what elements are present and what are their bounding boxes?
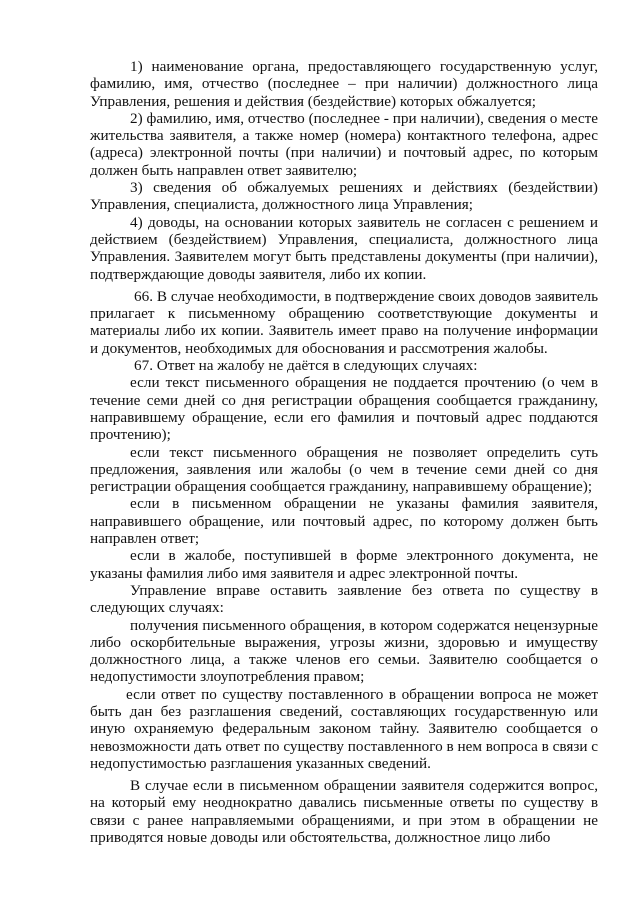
clause-67-heading: 67. Ответ на жалобу не даётся в следующих случаях:: [134, 357, 478, 375]
item-4-arguments: 4) доводы, на основании которых заявитель не согласен с решением и действием (бездействием) Управления, специалиста, должностного лица Управления. Заявителем могут быть представлены документы (при наличии), подтверждающие доводы заявителя, либо их копии.: [90, 213, 598, 283]
case-state-secret: если ответ по существу поставленного в обращении вопроса не может быть дан без разглашения сведений, составляющих государственную или иную охраняемую федеральным законом тайну. Заявителю сообщается о невозможности дать ответ по существу поставленного в нем вопроса в связи с недопустимостью разглашения указанных сведений.: [90, 685, 598, 772]
clause-66: 66. В случае необходимости, в подтверждение своих доводов заявитель прилагает к письменному обращению соответствующие документы и материалы либо их копии. Заявитель имеет право на получение информации и документов, необходимых для обоснования и рассмотрения жалобы.: [90, 287, 598, 357]
case-offensive-language: получения письменного обращения, в котором содержатся нецензурные либо оскорбительные выражения, угрозы жизни, здоровью и имуществу должностного лица, а также членов его семьи. Заявителю сообщается о недопустимости злоупотребления правом;: [90, 616, 598, 686]
may-leave-unanswered: Управление вправе оставить заявление без ответа по существу в следующих случаях:: [90, 581, 598, 617]
case-unreadable-text: если текст письменного обращения не поддается прочтению (о чем в течение семи дней со дня регистрации обращения сообщается гражданину, направившему обращение, если его фамилия и почтовый адрес поддаются прочтению);: [90, 374, 598, 444]
item-2-applicant-details: 2) фамилию, имя, отчество (последнее - при наличии), сведения о месте жительства заявителя, а также номер (номера) контактного телефона, адрес (адреса) электронной почты (при наличии) и почтовый адрес, по которым должен быть направлен ответ заявителю;: [90, 109, 598, 179]
case-no-name-address: если в письменном обращении не указаны фамилия заявителя, направившего обращение, или почтовый адрес, по которому должен быть направлен ответ;: [90, 495, 598, 548]
case-repeated-question: В случае если в письменном обращении заявителя содержится вопрос, на который ему неоднократно давались письменные ответы по существу в связи с ранее направляемыми обращениями, и при этом в обращении не приводятся новые доводы или обстоятельства, должностное лицо либо: [90, 777, 598, 847]
case-unclear-essence: если текст письменного обращения не позволяет определить суть предложения, заявления или жалобы (о чем в течение семи дней со дня регистрации обращения сообщается гражданину, направившему обращение);: [90, 443, 598, 496]
document-page: [90, 58, 598, 846]
item-3-appealed-decisions: 3) сведения об обжалуемых решениях и действиях (бездействии) Управления, специалиста, должностного лица Управления;: [90, 179, 598, 214]
case-electronic-no-name: если в жалобе, поступившей в форме электронного документа, не указаны фамилия либо имя заявителя и адрес электронной почты.: [90, 547, 598, 582]
item-1-body-name: 1) наименование органа, предоставляющего государственную услуг, фамилию, имя, отчество (последнее – при наличии) должностного лица Управления, решения и действия (бездействие) которых обжалуется;: [90, 58, 598, 110]
